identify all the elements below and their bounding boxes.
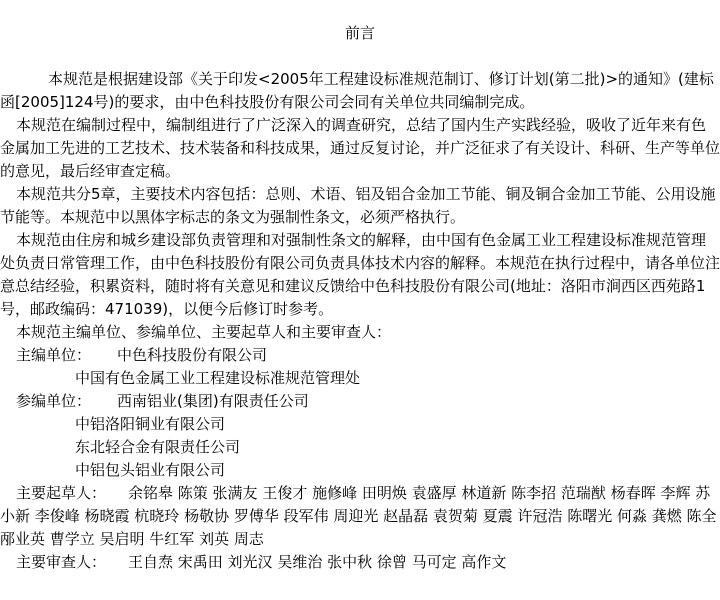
drafters-names: 余铭皋 陈策 张满友 王俊才 施修峰 田明焕 袁盛厚 林道新 陈李招 范瑞猷 杨春晖 李辉 苏小新 李俊峰 杨晓霞 杭晓玲 杨敬协 罗傅华 段军伟 周迎光 赵晶磊 袁贺菊 夏震 许冠浩 陈曙光 何淼 龚燃 陈全 邴业英 曹学立 吴启明 牛红军 刘英 周志 (0, 484, 717, 548)
chief-editor-label: 主编单位： (16, 346, 92, 364)
participating-unit: 中铝洛阳铜业有限公司 (75, 415, 226, 433)
roster-intro: 本规范主编单位、参编单位、主要起草人和主要审查人： (16, 323, 392, 341)
reviewers-label: 主要审查人： (16, 553, 107, 571)
participating-unit: 西南铝业(集团)有限责任公司 (117, 392, 309, 410)
drafters-line (0, 482, 720, 551)
page-title: 前言 (344, 24, 375, 42)
paragraph-contents: 本规范共分5章，主要技术内容包括：总则、术语、铝及铝合金加工节能、铜及铜合金加工节能、公用设施节能等。本规范中以黑体字标志的条文为强制性条文，必须严格执行。 (0, 185, 716, 226)
paragraph-drafting-process: 本规范在编制过程中，编制组进行了广泛深入的调查研究，总结了国内生产实践经验，吸收了近年来有色金属加工先进的工艺技术、技术装备和科技成果，通过反复讨论，并广泛征求了有关设计、科研、生产等单位的意见，最后经审查定稿。 (0, 116, 720, 180)
reviewers-names: 王自焘 宋禹田 刘光汉 吴维治 张中秋 徐曾 马可定 高作文 (128, 553, 507, 571)
chief-editor-unit: 中国有色金属工业工程建设标准规范管理处 (75, 369, 361, 387)
drafters-label: 主要起草人： (16, 484, 107, 502)
chief-editor-unit: 中色科技股份有限公司 (117, 346, 268, 364)
participating-unit: 中铝包头铝业有限公司 (75, 461, 226, 479)
chief-editor-unit-line (0, 344, 720, 367)
participating-unit-line (0, 390, 720, 413)
reviewers-line (0, 551, 720, 574)
paragraph-management-feedback: 本规范由住房和城乡建设部负责管理和对强制性条文的解释，由中国有色金属工业工程建设标准规范管理处负责日常管理工作，由中色科技股份有限公司负责具体技术内容的解释。本规范在执行过程中，请各单位注意总结经验，积累资料，随时将有关意见和建议反馈给中色科技股份有限公司(地址：洛阳市涧西区西苑路1号，邮政编码：471039)，以便今后修订时参考。 (0, 231, 720, 318)
participating-unit: 东北轻合金有限责任公司 (75, 438, 241, 456)
paragraph-basis: 本规范是根据建设部《关于印发<2005年工程建设标准规范制订、修订计划(第二批)>的通知》(建标函[2005]124号)的要求，由中色科技股份有限公司会同有关单位共同编制完成。 (0, 70, 714, 111)
participating-units-label: 参编单位： (16, 392, 92, 410)
